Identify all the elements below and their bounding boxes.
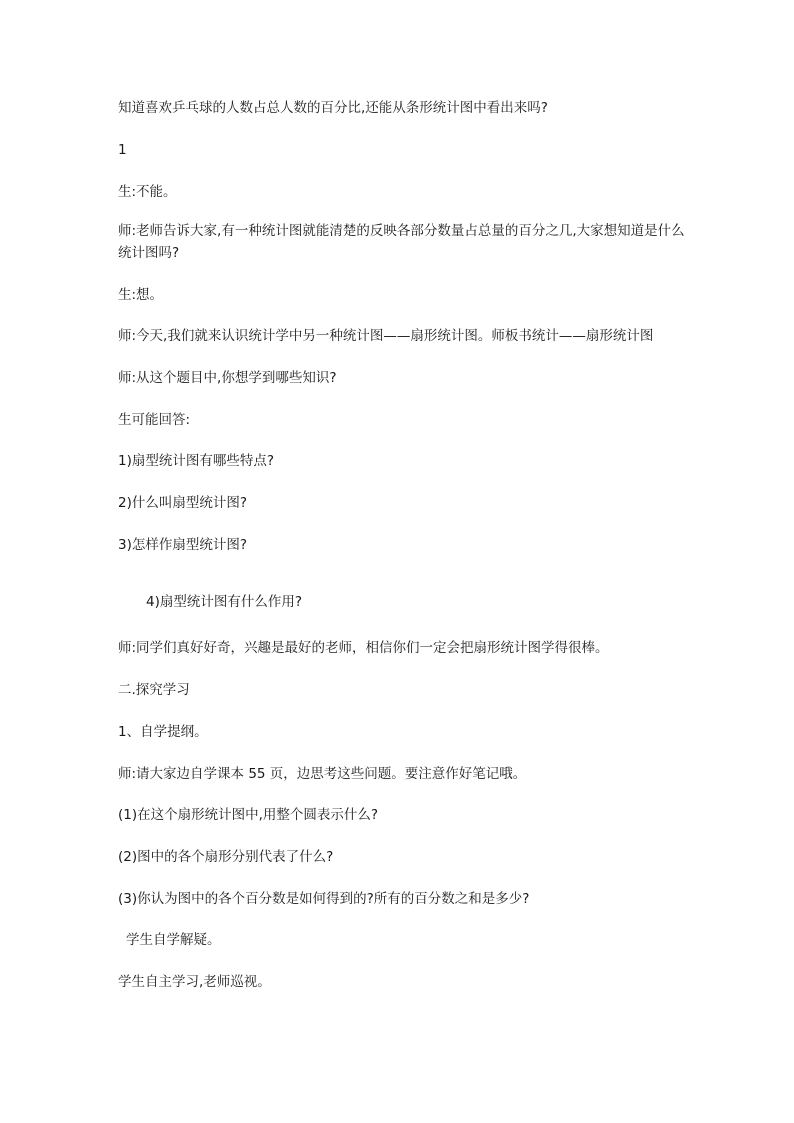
list-item-how-to-make: 3)怎样作扇型统计图? [118,537,248,553]
list-item-percentages: (3)你认为图中的各个百分数是如何得到的?所有的百分数之和是多少? [118,891,530,907]
paragraph-student-no: 生:不能。 [118,184,177,200]
paragraph-self-solve: 学生自学解疑。 [126,932,221,948]
paragraph-teacher-today: 师:今天,我们就来认识统计学中另一种统计图——扇形统计图。师板书统计——扇形统计图 [118,328,654,344]
list-item-features: 1)扇型统计图有哪些特点? [118,453,275,469]
list-item-circle: (1)在这个扇形统计图中,用整个圆表示什么? [118,807,379,823]
paragraph-teacher-textbook: 师:请大家边自学课本 55 页，边思考这些问题。要注意作好笔记哦。 [118,766,527,782]
list-item-purpose: 4)扇型统计图有什么作用? [146,594,303,610]
paragraph-student-answers: 生可能回答: [118,412,191,428]
paragraph-question-percentage: 知道喜欢乒乓球的人数占总人数的百分比,还能从条形统计图中看出来吗? [118,100,548,116]
paragraph-teacher-intro: 师:老师告诉大家,有一种统计图就能清楚的反映各部分数量占总量的百分之几,大家想知道是什么统计图吗? [118,223,685,261]
section-heading-explore: 二.探究学习 [118,682,190,698]
paragraph-teacher-encourage: 师:同学们真好好奇，兴趣是最好的老师，相信你们一定会把扇形统计图学得很棒。 [118,640,609,656]
paragraph-self-learning: 学生自主学习,老师巡视。 [118,974,271,990]
subheading-self-study: 1、自学提纲。 [118,724,208,740]
page-number: 1 [118,142,127,158]
list-item-definition: 2)什么叫扇型统计图? [118,495,248,511]
paragraph-student-yes: 生:想。 [118,287,164,303]
paragraph-teacher-question: 师:从这个题目中,你想学到哪些知识? [118,370,337,386]
list-item-sectors: (2)图中的各个扇形分别代表了什么? [118,849,334,865]
